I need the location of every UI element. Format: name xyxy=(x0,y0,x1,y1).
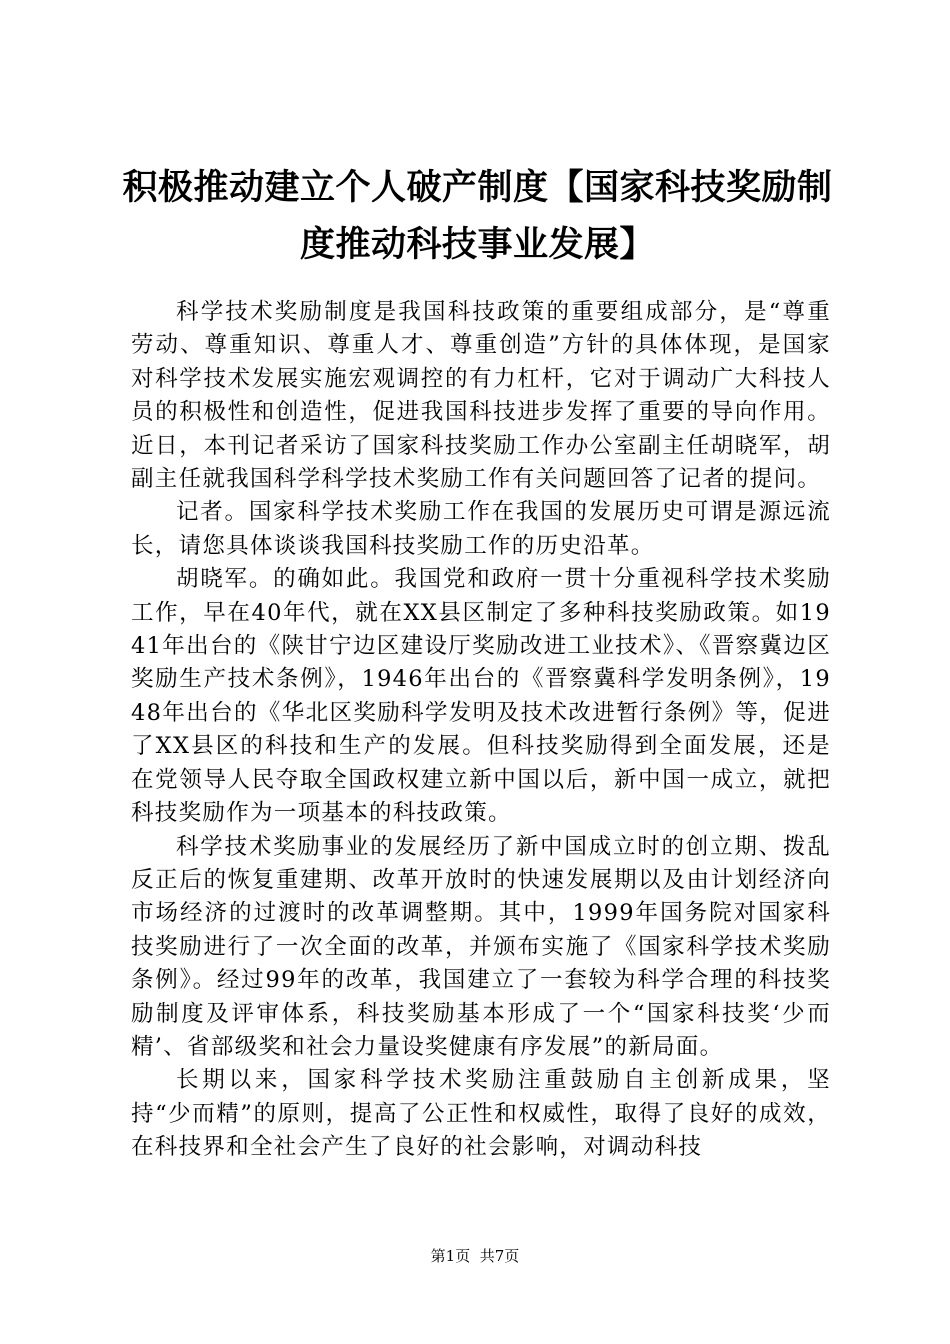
document-title: 积极推动建立个人破产制度【国家科技奖励制度推动科技事业发展】 xyxy=(122,168,833,265)
page-total: 共7页 xyxy=(479,1247,520,1265)
footer-separator xyxy=(470,1247,480,1265)
page-number: 第1页 xyxy=(430,1247,471,1265)
page-footer xyxy=(0,1246,950,1266)
paragraph-intro: 科学技术奖励制度是我国科技政策的重要组成部分，是“尊重劳动、尊重知识、尊重人才、尊重创造”方针的具体体现，是国家对科学技术发展实施宏观调控的有力杠杆，它对于调动广大科技人员的积极性和创造性，促进我国科技进步发挥了重要的导向作用。近日，本刊记者采访了国家科技奖励工作办公室副主任胡晓军，胡副主任就我国科学科学技术奖励工作有关问题回答了记者的提问。 xyxy=(131,299,831,493)
paragraph-question: 记者。国家科学技术奖励工作在我国的发展历史可谓是源远流长，请您具体谈谈我国科技奖励工作的历史沿革。 xyxy=(131,499,831,559)
paragraph-history: 胡晓军。的确如此。我国党和政府一贯十分重视科学技术奖励工作，早在40年代，就在XX县区制定了多种科技奖励政策。如1941年出台的《陕甘宁边区建设厅奖励改进工业技术》、《晋察冀边区奖励生产技术条例》，1946年出台的《晋察冀科学发明条例》，1948年出台的《华北区奖励科学发明及技术改进暂行条例》等，促进了XX县区的科技和生产的发展。但科技奖励得到全面发展，还是在党领导人民夺取全国政权建立新中国以后，新中国一成立，就把科技奖励作为一项基本的科技政策。 xyxy=(131,566,831,827)
paragraph-development: 科学技术奖励事业的发展经历了新中国成立时的创立期、拨乱反正后的恢复重建期、改革开放时的快速发展期以及由计划经济向市场经济的过渡时的改革调整期。其中，1999年国务院对国家科技奖励进行了一次全面的改革，并颁布实施了《国家科学技术奖励条例》。经过99年的改革，我国建立了一套较为科学合理的科技奖励制度及评审体系，科技奖励基本形成了一个“国家科技奖‘少而精’、省部级奖和社会力量设奖健康有序发展”的新局面。 xyxy=(131,833,831,1060)
paragraph-achievements: 长期以来，国家科学技术奖励注重鼓励自主创新成果，坚持“少而精”的原则，提高了公正性和权威性，取得了良好的成效，在科技界和全社会产生了良好的社会影响，对调动科技 xyxy=(131,1067,831,1161)
document-body xyxy=(131,296,831,1165)
